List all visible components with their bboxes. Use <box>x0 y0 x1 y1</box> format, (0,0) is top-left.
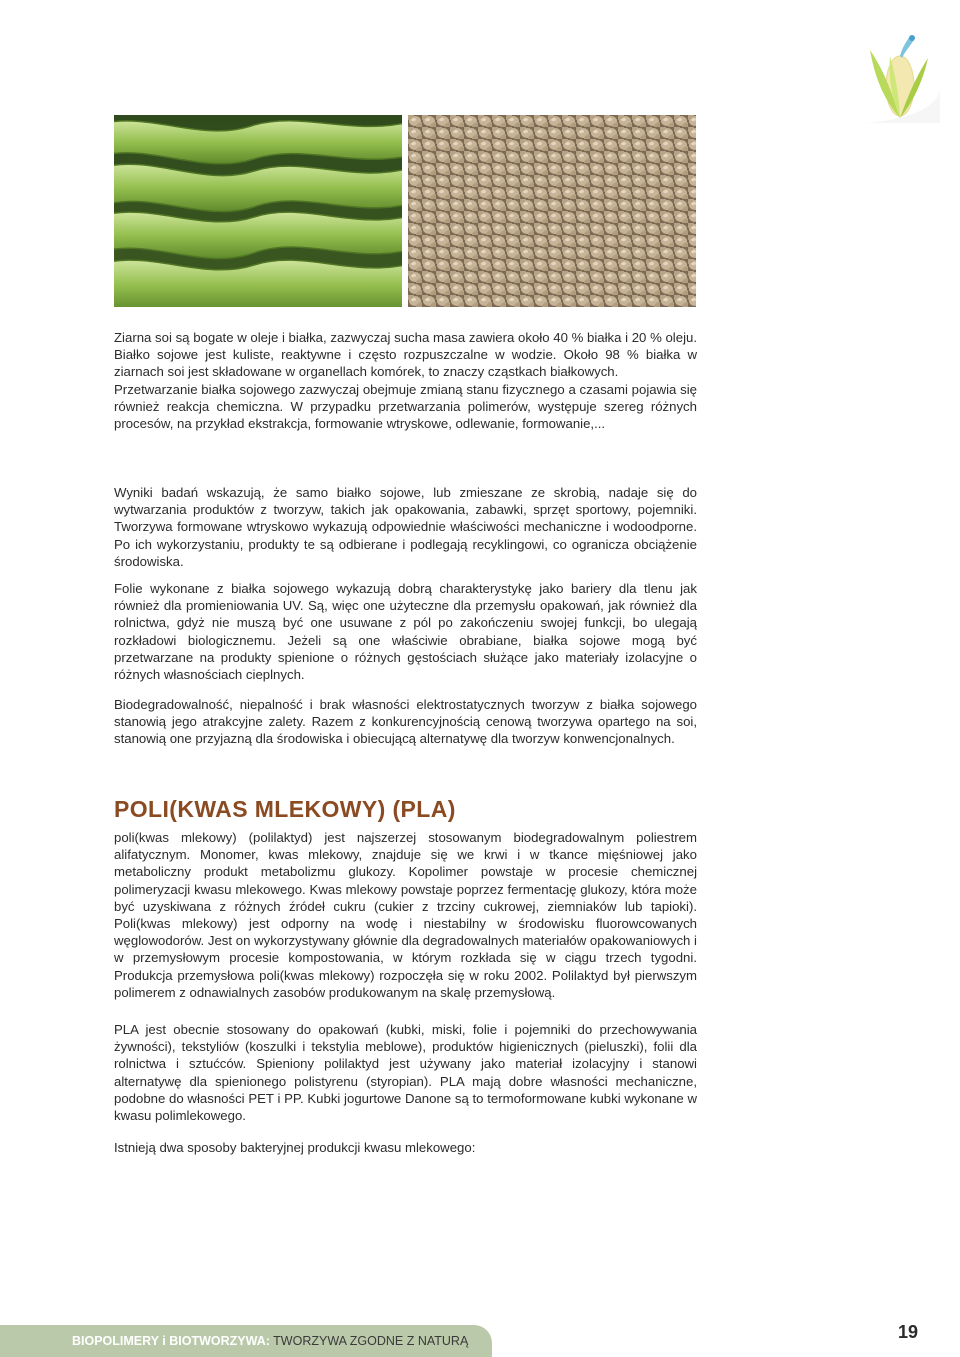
section-paragraph-1-block <box>114 829 697 1001</box>
intro-paragraph-5-block <box>114 696 697 748</box>
intro-paragraph-1: Ziarna soi są bogate w oleje i białka, zazwyczaj sucha masa zawiera około 40 % białka i 20 % oleju. Białko sojowe jest kuliste, reaktywne i często rozpuszczalne w wodzie. Około 98 % białka w ziarnach soi jest składowane w organellach komórek, to znaczy cząstkach białkowych. <box>114 330 697 380</box>
footer-title-bold: BIOPOLIMERY i BIOTWORZYWA: <box>72 1334 270 1348</box>
section-paragraph-3-block <box>114 1139 697 1156</box>
corn-cob-logo-icon <box>852 28 942 128</box>
section-paragraph-1: poli(kwas mlekowy) (polilaktyd) jest najszerzej stosowanym biodegradowalnym poliestrem alifatycznym. Monomer, kwas mlekowy, znajduje się we krwi i w tkance mięśniowej jako metaboliczny produkt metabolizmu glukozy. Kopolimer powstaje w procesie chemicznej polimeryzacji kwasu mlekowego. Kwas mlekowy powstaje poprzez fermentację glukozy, która może być uzyskiwana z różnych źródeł cukru (cukier z trzciny cukrowej, ziemniaków lub tapioki). Poli(kwas mlekowy) jest odporny na wodę i niestabilny w środowisku fluorowcowanych węglowodorów. Jest on wykorzystywany głównie dla degradowalnych materiałów opakowaniowych i w przemysłowym procesie kompostowania, w którym rozkłada się w ciągu trzech tygodni. Produkcja przemysłowa poli(kwas mlekowy) rozpoczęła się w roku 2002. Polilaktyd był pierwszym polimerem z odnawialnych zasobów produkowanym na skalę przemysłową. <box>114 830 697 1000</box>
section-paragraph-2-block <box>114 1021 697 1124</box>
intro-paragraph-4: Folie wykonane z białka sojowego wykazują dobrą charakterystykę jako bariery dla tlenu jak również dla promieniowania UV. Są, więc one użyteczne dla przemysłu opakowań, jak również dla rolnictwa, gdyż nie muszą być one usuwane z pól po zakończeniu swojej funkcji, bo ulegają rozkładowi biologicznemu. Jeżeli są one właściwie obrabiane, białka sojowe mogą być przetwarzane na produkty spienione o różnych gęstościach służące jako materiały izolacyjne o różnych własnościach cieplnych. <box>114 581 697 683</box>
section-heading: POLI(KWAS MLEKOWY) (PLA) <box>114 796 456 822</box>
intro-paragraph-3: Wyniki badań wskazują, że samo białko sojowe, lub zmieszane ze skrobią, nadaje się do wytwarzania produktów z tworzyw, takich jak opakowania, zabawki, sprzęt sportowy, pojemniki. Tworzywa formowane wtryskowo wykazują odpowiednie właściwości mechaniczne i wodoodporne. Po ich wykorzystaniu, produkty te są odbierane i podlegają recyklingowi, co ogranicza obciążenie środowiska. <box>114 485 697 569</box>
intro-paragraph-5: Biodegradowalność, niepalność i brak własności elektrostatycznych tworzyw z białka sojowego stanowią jego atrakcyjne zalety. Razem z konkurencyjnością cenową tworzywa opartego na soi, stanowią one przyjazną dla środowiska i obiecującą alternatywę dla tworzyw konwencjonalnych. <box>114 697 697 747</box>
section-paragraph-3: Istnieją dwa sposoby bakteryjnej produkcji kwasu mlekowego: <box>114 1140 476 1155</box>
intro-paragraph-3-block <box>114 484 697 570</box>
intro-paragraph-4-block <box>114 580 697 683</box>
soybean-pods-photo <box>114 115 402 307</box>
section-paragraph-2: PLA jest obecnie stosowany do opakowań (kubki, miski, folie i pojemniki do przechowywania żywności), tekstyliów (koszulki i tekstylia meblowe), produktów higienicznych (pieluszki), folii dla rolnictwa i sztućców. Spieniony polilaktyd jest używany jako materiał izolacyjny i stanowi alternatywę dla spienionego polistyrenu (styropian). PLA mają dobre własności mechaniczne, podobne do własności PET i PP. Kubki jogurtowe Danone są to termoformowane kubki wykonane w kwasu polimlekowego. <box>114 1022 697 1124</box>
intro-text <box>114 329 697 432</box>
footer-title-rest: TWORZYWA ZGODNE Z NATURĄ <box>269 1334 469 1348</box>
footer-title <box>72 1334 468 1348</box>
soybeans-photo <box>408 115 696 307</box>
intro-paragraph-2: Przetwarzanie białka sojowego zazwyczaj obejmuje zmianą stanu fizycznego a czasami pojawia się również reakcja chemiczna. W przypadku przetwarzania polimerów, występuje szereg różnych procesów, na przykład ekstrakcja, formowanie wtryskowe, odlewanie, formowanie,... <box>114 381 697 432</box>
page-number: 19 <box>898 1322 919 1342</box>
